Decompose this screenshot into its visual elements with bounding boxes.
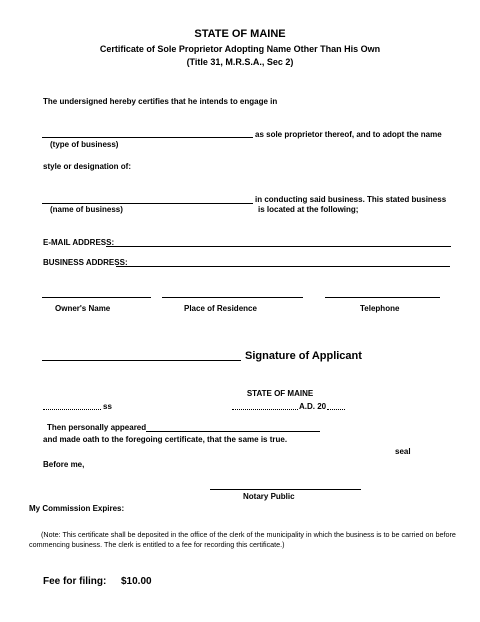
notary-signature-field[interactable] [210,480,361,489]
place-of-residence-field[interactable] [162,288,303,297]
form-title: STATE OF MAINE [194,28,286,40]
owner-name-field[interactable] [42,288,151,297]
year-field[interactable] [327,400,345,409]
before-me-label: Before me, [43,460,85,469]
notary-line [210,489,361,490]
email-field[interactable] [106,237,451,246]
business-location-text: is located at the following; [258,205,359,214]
business-address-field[interactable] [116,257,450,266]
owner-name-caption: Owner's Name [55,304,111,313]
signature-field[interactable] [42,349,241,361]
type-of-business-line [42,137,253,138]
email-line [106,246,451,247]
intro-text: The undersigned hereby certifies that he intends to engage in [43,97,278,106]
ss-label: ss [103,402,112,411]
date-dots [232,409,298,410]
fee-amount: $10.00 [121,576,152,587]
name-of-business-caption: (name of business) [50,205,123,214]
style-designation-label: style or designation of: [43,162,132,171]
seal-label: seal [395,447,411,456]
county-dots [43,409,101,410]
deposit-note: (Note: This certificate shall be deposited in the office of the clerk of the municipality in which the business is to be carried on before commencing business. The clerk is entitled to a fee for recording this certificate.) [29,530,456,549]
telephone-field[interactable] [325,288,440,297]
name-of-business-line [42,203,253,204]
owner-name-line [42,297,151,298]
county-field[interactable] [43,400,101,409]
appeared-field[interactable] [146,422,320,431]
appeared-label: Then personally appeared [47,423,147,432]
place-of-residence-caption: Place of Residence [184,304,257,313]
ad-label: A.D. 20 [299,402,327,411]
telephone-caption: Telephone [360,304,400,313]
type-of-business-caption: (type of business) [50,140,119,149]
notary-label: Notary Public [243,492,295,501]
form-subtitle: Certificate of Sole Proprietor Adopting Name Other Than His Own [99,44,381,54]
notary-state: STATE OF MAINE [246,389,314,398]
form-citation: (Title 31, M.R.S.A., Sec 2) [186,57,294,67]
appeared-line [146,431,320,432]
place-of-residence-line [162,297,303,298]
business-address-label: BUSINESS ADDRESS: [43,258,128,267]
type-of-business-suffix: as sole proprietor thereof, and to adopt the name [255,130,442,139]
commission-label: My Commission Expires: [29,504,125,513]
type-of-business-field[interactable] [42,128,253,137]
fee-label: Fee for filing: [43,576,107,587]
signature-label: Signature of Applicant [245,350,362,362]
name-of-business-field[interactable] [42,194,253,203]
telephone-line [325,297,440,298]
email-label: E-MAIL ADDRESS: [43,238,115,247]
oath-text: and made oath to the foregoing certificate, that the same is true. [43,435,288,444]
business-address-line [116,266,450,267]
name-of-business-suffix: in conducting said business. This stated business [255,195,447,204]
year-dots [327,409,345,410]
date-field[interactable] [232,400,298,409]
